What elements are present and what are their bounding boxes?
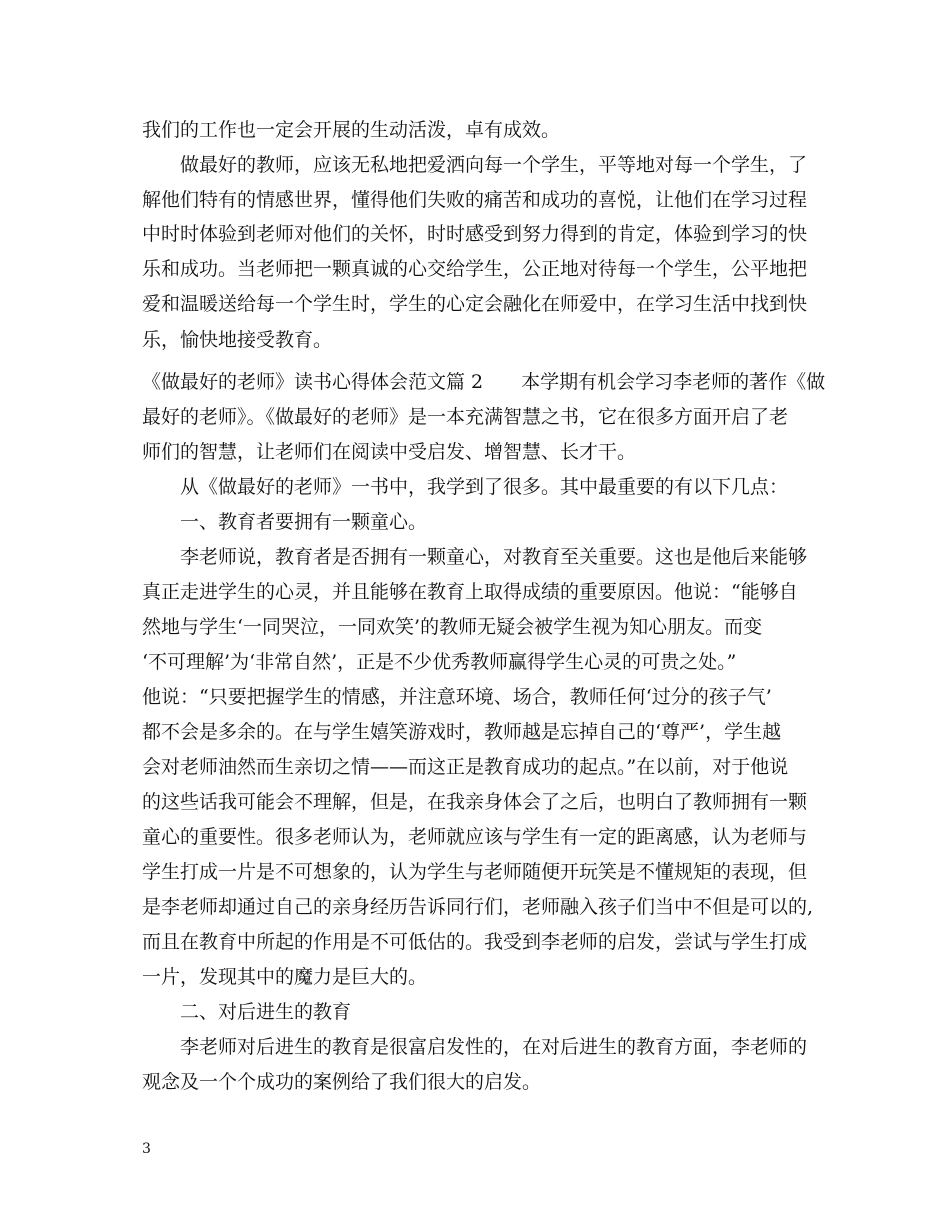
text-line: ‘不可理解’为‘非常自然’，正是不少优秀教师赢得学生心灵的可贵之处。” (142, 651, 737, 673)
text-line: 一片，发现其中的魔力是巨大的。 (142, 966, 428, 988)
text-line: 学生打成一片是不可想象的，认为学生与老师随便开玩笑是不懂规矩的表现，但 (142, 861, 808, 883)
page-number: 3 (142, 1141, 151, 1157)
subheading-line: 一、教育者要拥有一颗童心。 (180, 511, 428, 533)
text-line: 童心的重要性。很多老师认为，老师就应该与学生有一定的距离感，认为老师与 (142, 826, 808, 848)
text-line: 然地与学生‘一同哭泣，一同欢笑’的教师无疑会被学生视为知心朋友。而变 (142, 616, 763, 638)
text-line: 会对老师油然而生亲切之情——而这正是教育成功的起点。”在以前，对于他说 (142, 756, 789, 778)
text-line: 从《做最好的老师》一书中，我学到了很多。其中最重要的有以下几点： (180, 476, 789, 498)
text-line: 乐，愉快地接受教育。 (142, 329, 333, 351)
text-line: 李老师说，教育者是否拥有一颗童心，对教育至关重要。这也是他后来能够 (180, 546, 808, 568)
text-line: 中时时体验到老师对他们的关怀，时时感受到努力得到的肯定，体验到学习的快 (142, 223, 808, 245)
section-heading-line: 《做最好的老师》读书心得体会范文篇 2 本学期有机会学习李老师的著作《做 (142, 371, 826, 393)
text-line: 做最好的教师，应该无私地把爱洒向每一个学生，平等地对每一个学生，了 (180, 154, 808, 176)
subheading-line: 二、对后进生的教育 (180, 1001, 352, 1023)
text-line: 解他们特有的情感世界，懂得他们失败的痛苦和成功的喜悦，让他们在学习过程 (142, 189, 808, 211)
text-line: 他说：“只要把握学生的情感，并注意环境、场合，教师任何‘过分的孩子气’ (142, 686, 772, 708)
text-line: 真正走进学生的心灵，并且能够在教育上取得成绩的重要原因。他说：“能够自 (142, 581, 798, 603)
text-line: 是李老师却通过自己的亲身经历告诉同行们，老师融入孩子们当中不但是可以的, (142, 896, 814, 918)
text-line: 都不会是多余的。在与学生嬉笑游戏时，教师越是忘掉自己的‘尊严’，学生越 (142, 721, 782, 743)
text-line: 我们的工作也一定会开展的生动活泼，卓有成效。 (142, 119, 561, 141)
text-line: 李老师对后进生的教育是很富启发性的，在对后进生的教育方面，李老师的 (180, 1036, 808, 1058)
text-line: 的这些话我可能会不理解，但是，在我亲身体会了之后，也明白了教师拥有一颗 (142, 791, 808, 813)
text-line: 爱和温暖送给每一个学生时，学生的心定会融化在师爱中，在学习生活中找到快 (142, 293, 808, 315)
text-line: 乐和成功。当老师把一颗真诚的心交给学生，公正地对待每一个学生，公平地把 (142, 258, 808, 280)
text-line: 师们的智慧，让老师们在阅读中受启发、增智慧、长才干。 (142, 441, 637, 463)
text-line: 最好的老师》。《做最好的老师》是一本充满智慧之书，它在很多方面开启了老 (142, 406, 789, 428)
text-line: 观念及一个个成功的案例给了我们很大的启发。 (142, 1071, 542, 1093)
text-line: 而且在教育中所起的作用是不可低估的。我受到李老师的启发，尝试与学生打成 (142, 931, 808, 953)
